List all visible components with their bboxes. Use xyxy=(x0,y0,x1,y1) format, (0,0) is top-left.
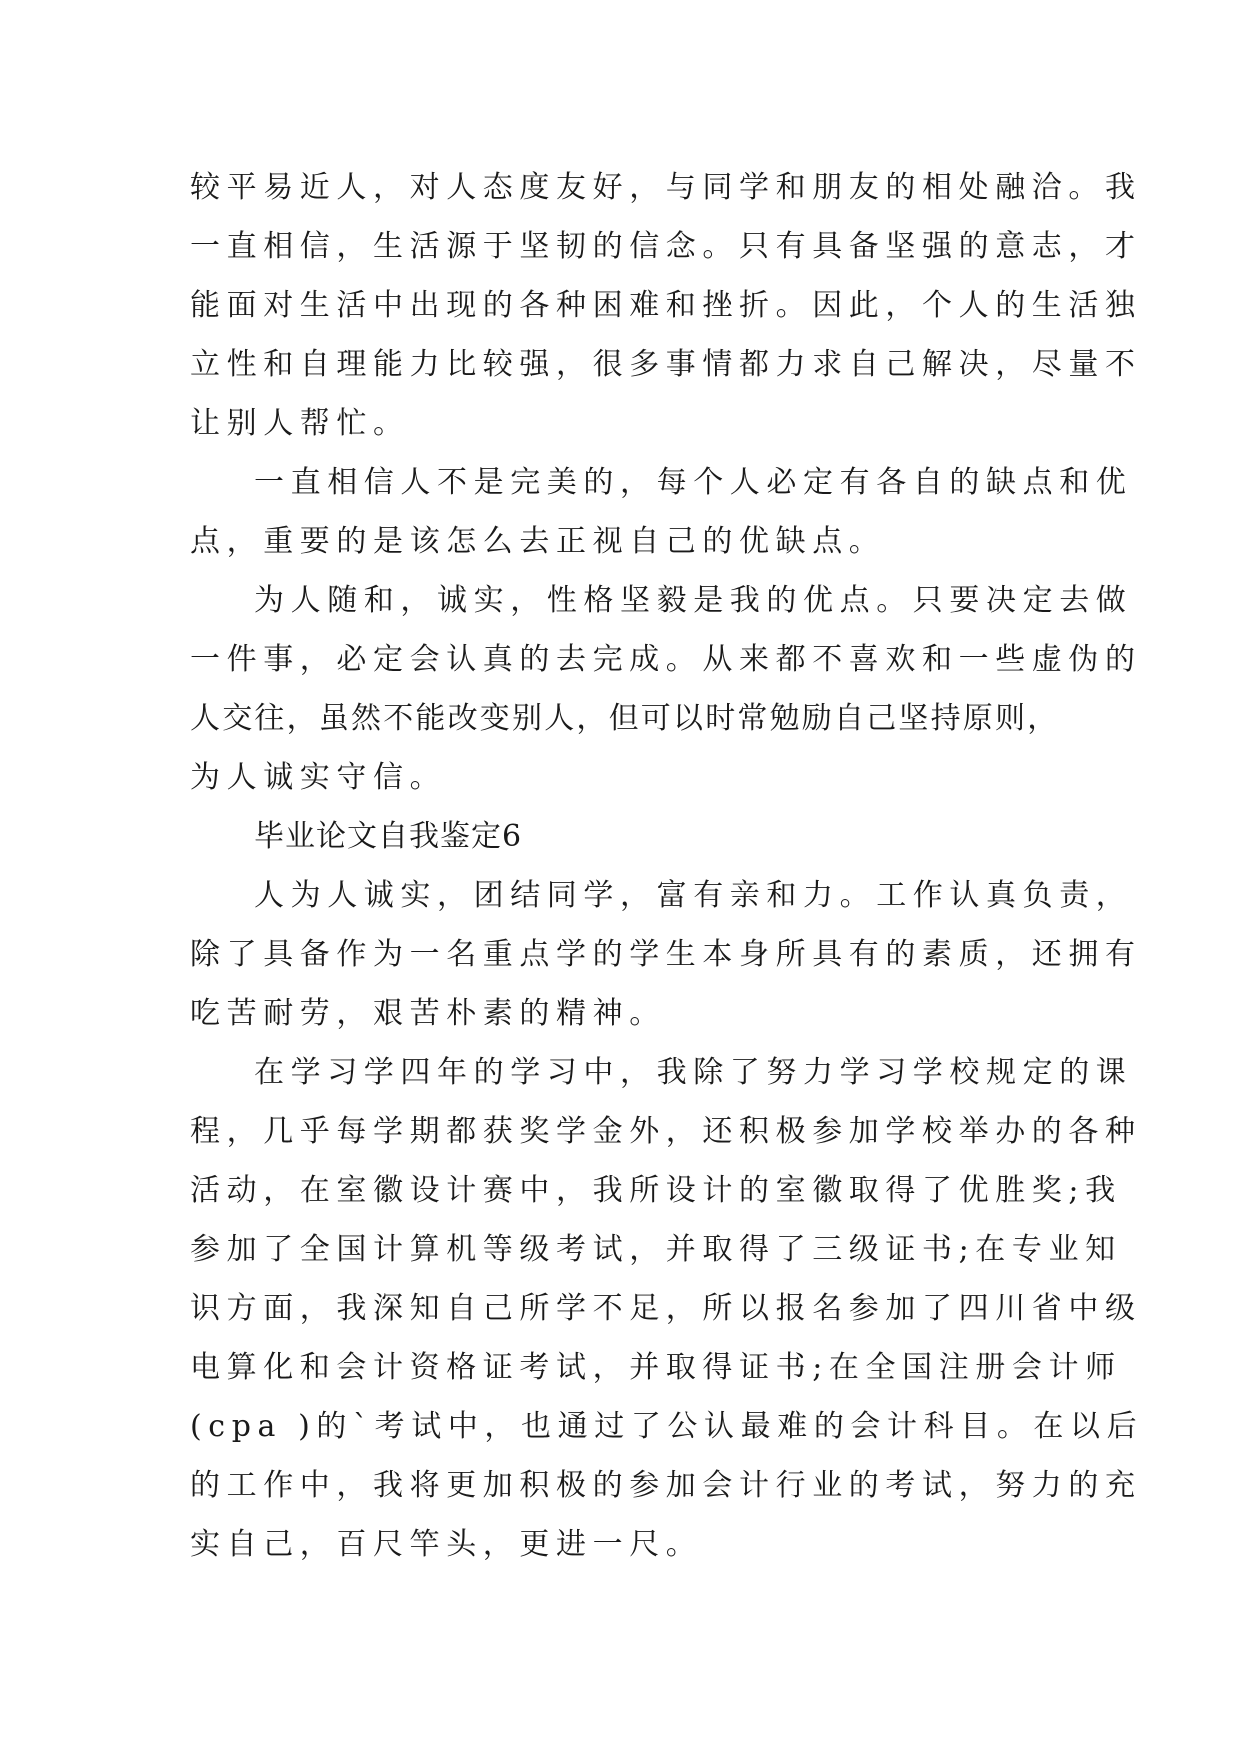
paragraph xyxy=(190,158,1142,453)
text-line: 较平易近人，对人态度友好，与同学和朋友的相处融洽。我 xyxy=(190,170,1142,205)
text-line: 识方面，我深知自己所学不足，所以报名参加了四川省中级 xyxy=(190,1291,1142,1326)
text-line: 一件事，必定会认真的去完成。从来都不喜欢和一些虚伪的 xyxy=(190,642,1142,677)
text-line: 实自己，百尺竿头，更进一尺。 xyxy=(190,1527,703,1562)
text-line: 让别人帮忙。 xyxy=(190,406,410,441)
document-body xyxy=(190,158,1144,1574)
text-line: 参加了全国计算机等级考试，并取得了三级证书;在专业知 xyxy=(190,1232,1122,1267)
text-line: 一直相信，生活源于坚韧的信念。只有具备坚强的意志，才 xyxy=(190,229,1142,264)
text-line: 人交往，虽然不能改变别人，但可以时常勉励自己坚持原则， xyxy=(190,701,1060,736)
section-title: 毕业论文自我鉴定6 xyxy=(254,819,523,854)
text-line: 吃苦耐劳，艰苦朴素的精神。 xyxy=(190,996,666,1031)
text-line: 立性和自理能力比较强，很多事情都力求自己解决，尽量不 xyxy=(190,347,1142,382)
paragraph xyxy=(190,571,1142,807)
text-line: 程，几乎每学期都获奖学金外，还积极参加学校举办的各种 xyxy=(190,1114,1142,1149)
text-line: 能面对生活中出现的各种困难和挫折。因此，个人的生活独 xyxy=(190,288,1142,323)
text-line: 活动，在室徽设计赛中，我所设计的室徽取得了优胜奖;我 xyxy=(190,1173,1122,1208)
text-line: 的工作中，我将更加积极的参加会计行业的考试，努力的充 xyxy=(190,1468,1142,1503)
paragraph xyxy=(190,453,1133,571)
text-line: (cpa )的`考试中，也通过了公认最难的会计科目。在以后 xyxy=(190,1409,1144,1444)
paragraph xyxy=(190,866,1142,1043)
text-line: 除了具备作为一名重点学的学生本身所具有的素质，还拥有 xyxy=(190,937,1142,972)
text-line: 在学习学四年的学习中，我除了努力学习学校规定的课 xyxy=(254,1055,1133,1090)
text-line: 人为人诚实，团结同学，富有亲和力。工作认真负责， xyxy=(254,878,1133,913)
paragraph xyxy=(190,1043,1144,1574)
text-line: 电算化和会计资格证考试，并取得证书;在全国注册会计师 xyxy=(190,1350,1122,1385)
text-line: 为人随和，诚实，性格坚毅是我的优点。只要决定去做 xyxy=(254,583,1133,618)
text-line: 点，重要的是该怎么去正视自己的优缺点。 xyxy=(190,524,886,559)
text-line: 一直相信人不是完美的，每个人必定有各自的缺点和优 xyxy=(254,465,1133,500)
section-heading xyxy=(190,807,1050,866)
text-line: 为人诚实守信。 xyxy=(190,760,447,795)
